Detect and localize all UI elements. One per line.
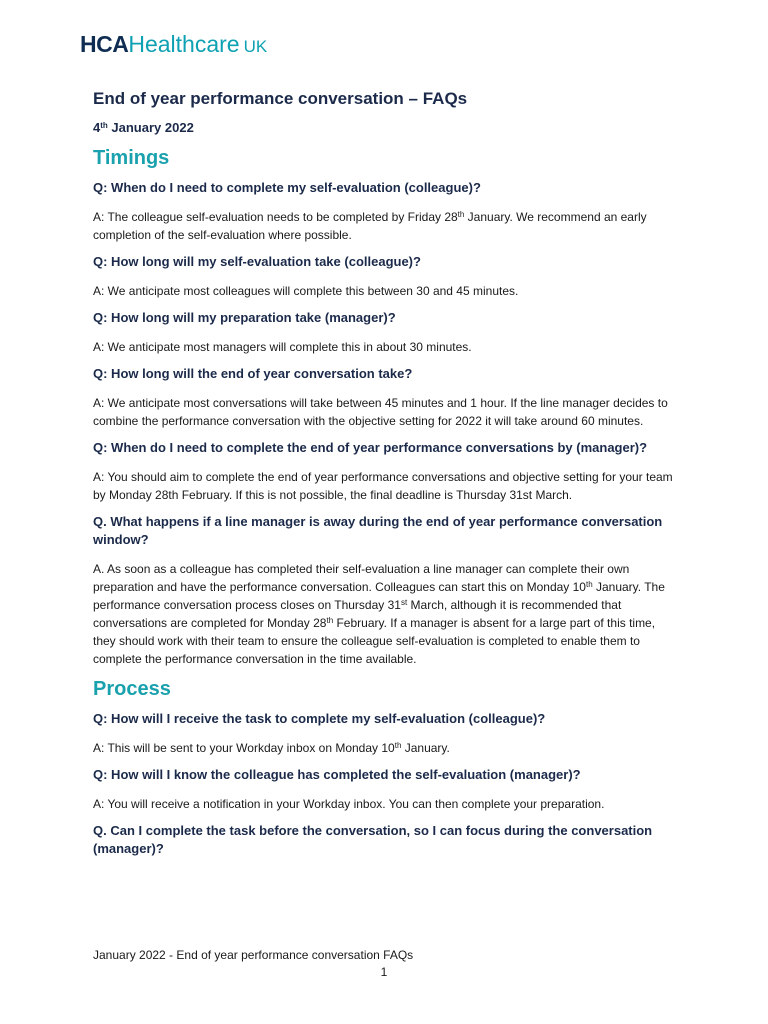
faq-question xyxy=(93,513,678,549)
faq-question xyxy=(93,309,678,327)
text-run: Q: When do I need to complete my self-evaluation (colleague)? xyxy=(93,180,481,195)
text-run: A. As soon as a colleague has completed their self-evaluation a line manager can complete their own preparation and have the performance conversation. Colleagues can start this on Monday 10 xyxy=(93,562,630,594)
text-run: A: We anticipate most colleagues will complete this between 30 and 45 minutes. xyxy=(93,284,519,298)
faq-answer xyxy=(93,560,678,668)
date-rest: January 2022 xyxy=(107,120,194,135)
hca-healthcare-uk-logo xyxy=(80,30,267,61)
superscript: th xyxy=(585,580,593,589)
superscript: th xyxy=(326,616,334,625)
text-run: March, although it is recommended that conversations are completed for Monday 28 xyxy=(93,598,622,630)
faq-question xyxy=(93,710,678,728)
faq-question xyxy=(93,365,678,383)
text-run: Q. What happens if a line manager is away during the end of year performance conversation window? xyxy=(93,514,663,547)
text-run: Q: How long will my self-evaluation take (colleague)? xyxy=(93,254,421,269)
text-run: Q: When do I need to complete the end of year performance conversations by (manager)? xyxy=(93,440,648,455)
footer-text: January 2022 - End of year performance conversation FAQs xyxy=(93,948,414,962)
faq-answer xyxy=(93,338,678,356)
text-run: Q: How will I receive the task to complete my self-evaluation (colleague)? xyxy=(93,711,546,726)
text-run: A: You will receive a notification in your Workday inbox. You can then complete your preparation. xyxy=(93,797,605,811)
text-run: January. The performance conversation process closes on Thursday 31 xyxy=(93,580,665,612)
text-run: Q: How long will my preparation take (manager)? xyxy=(93,310,396,325)
text-run: February. If a manager is absent for a large part of this time, they should work with their team to ensure the colleague self-evaluation is completed to enable them to complete the performance conversation in the time available. xyxy=(93,616,656,666)
section-heading: Timings xyxy=(93,147,170,169)
page-number: 1 xyxy=(380,965,388,979)
faq-answer xyxy=(93,739,678,757)
document-date xyxy=(93,119,678,137)
faq-answer xyxy=(93,282,678,300)
section-heading: Process xyxy=(93,678,171,700)
logo-hca-text: HCA xyxy=(80,31,129,57)
faq-answer xyxy=(93,795,678,813)
faq-answer xyxy=(93,468,678,504)
text-run: Q. Can I complete the task before the conversation, so I can focus during the conversation (manager)? xyxy=(93,823,653,856)
document-title: End of year performance conversation – FAQs xyxy=(93,89,468,108)
text-run: A: You should aim to complete the end of year performance conversations and objective setting for your team by Monday 28th February. If this is not possible, the final deadline is Thursday 31st March. xyxy=(93,470,673,502)
faq-question xyxy=(93,253,678,271)
faq-sections xyxy=(93,146,678,858)
text-run: January. We recommend an early completion of the self-evaluation where possible. xyxy=(93,210,647,242)
faq-question xyxy=(93,766,678,784)
date-day: 4 xyxy=(93,120,101,135)
superscript: th xyxy=(457,210,465,219)
text-run: Q: How long will the end of year conversation take? xyxy=(93,366,413,381)
faq-question xyxy=(93,179,678,197)
text-run: Q: How will I know the colleague has completed the self-evaluation (manager)? xyxy=(93,767,581,782)
text-run: A: This will be sent to your Workday inbox on Monday 10 xyxy=(93,741,395,755)
date-day-suffix: th xyxy=(100,121,108,130)
text-run: A: We anticipate most conversations will take between 45 minutes and 1 hour. If the line manager decides to combine the performance conversation with the objective setting for 2022 it will take around 60 minutes. xyxy=(93,396,668,428)
document-body xyxy=(93,88,678,869)
superscript: st xyxy=(400,598,408,607)
logo-uk-text: UK xyxy=(243,37,268,56)
text-run: January. xyxy=(401,741,450,755)
faq-answer xyxy=(93,394,678,430)
superscript: th xyxy=(394,741,402,750)
logo-healthcare-text: Healthcare xyxy=(128,31,240,57)
faq-answer xyxy=(93,208,678,244)
text-run: A: The colleague self-evaluation needs to be completed by Friday 28 xyxy=(93,210,458,224)
faq-question xyxy=(93,439,678,457)
text-run: A: We anticipate most managers will complete this in about 30 minutes. xyxy=(93,340,472,354)
faq-question xyxy=(93,822,678,858)
